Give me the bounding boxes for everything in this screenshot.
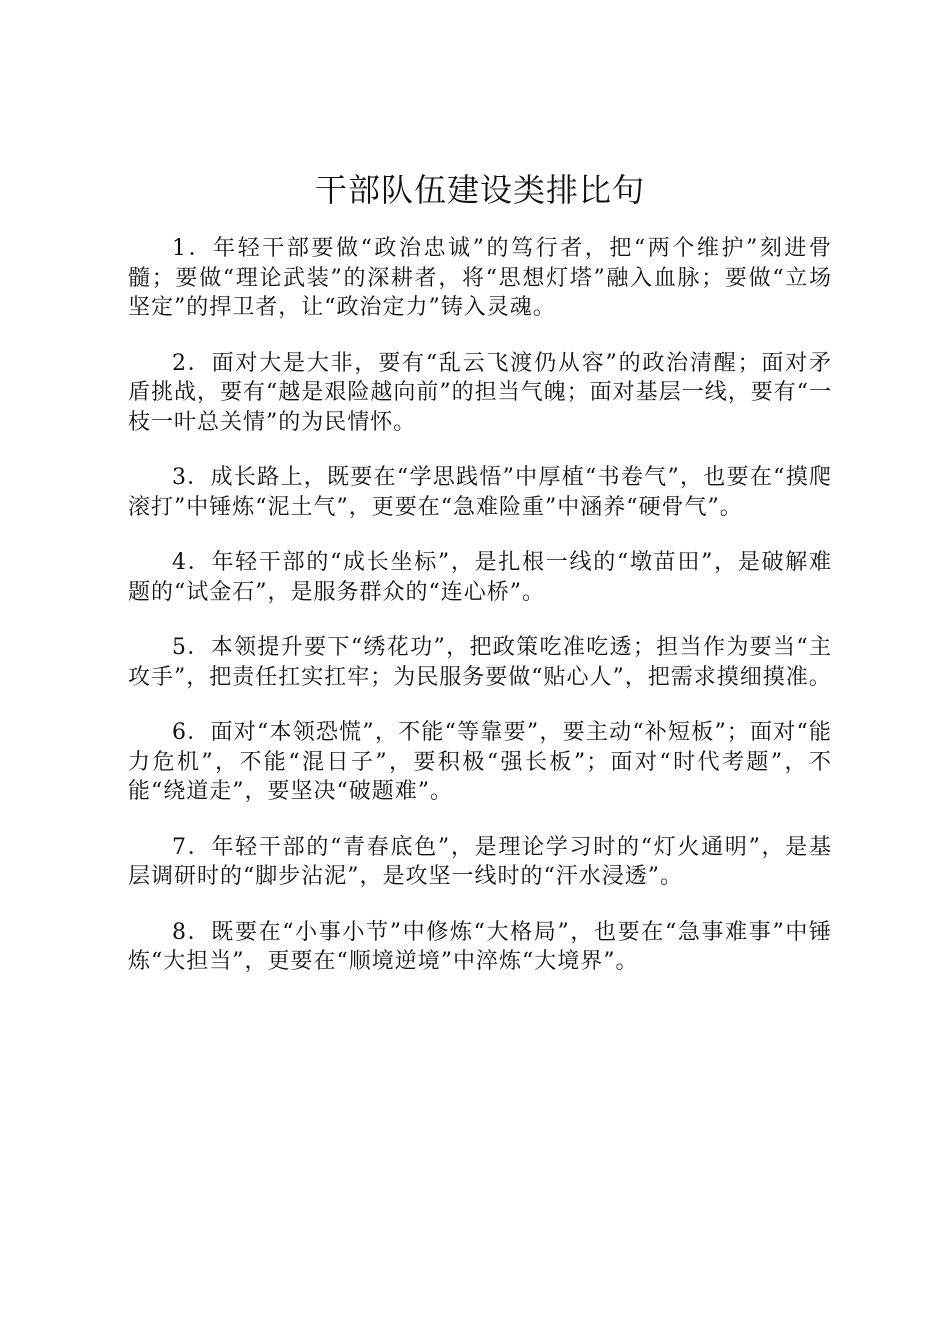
paragraph-5: 5．本领提升要下“绣花功”，把政策吃准吃透；担当作为要当“主攻手”，把责任扛实扛牢；为民服务要做“贴心人”，把需求摸细摸准。 — [128, 635, 832, 690]
paragraph-8: 8．既要在“小事小节”中修炼“大格局”，也要在“急事难事”中锤炼“大担当”，更要在“顺境逆境”中淬炼“大境界”。 — [128, 919, 832, 974]
paragraph-3: 3．成长路上，既要在“学思践悟”中厚植“书卷气”，也要在“摸爬滚打”中锤炼“泥土气”，更要在“急难险重”中涵养“硬骨气”。 — [128, 465, 832, 520]
paragraph-4: 4．年轻干部的“成长坐标”，是扎根一线的“墩苗田”，是破解难题的“试金石”，是服务群众的“连心桥”。 — [128, 550, 832, 605]
paragraph-7: 7．年轻干部的“青春底色”，是理论学习时的“灯火通明”，是基层调研时的“脚步沾泥”，是攻坚一线时的“汗水浸透”。 — [128, 834, 832, 889]
document-page — [128, 168, 832, 1003]
paragraph-1: 1．年轻干部要做“政治忠诚”的笃行者，把“两个维护”刻进骨髓；要做“理论武装”的深耕者，将“思想灯塔”融入血脉；要做“立场坚定”的捍卫者，让“政治定力”铸入灵魂。 — [128, 236, 832, 320]
paragraph-6: 6．面对“本领恐慌”，不能“等靠要”，要主动“补短板”；面对“能力危机”，不能“混日子”，要积极“强长板”；面对“时代考题”，不能“绕道走”，要坚决“破题难”。 — [128, 720, 832, 804]
paragraph-2: 2．面对大是大非，要有“乱云飞渡仍从容”的政治清醒；面对矛盾挑战，要有“越是艰险越向前”的担当气魄；面对基层一线，要有“一枝一叶总关情”的为民情怀。 — [128, 350, 832, 435]
document-title: 干部队伍建设类排比句 — [314, 171, 645, 209]
